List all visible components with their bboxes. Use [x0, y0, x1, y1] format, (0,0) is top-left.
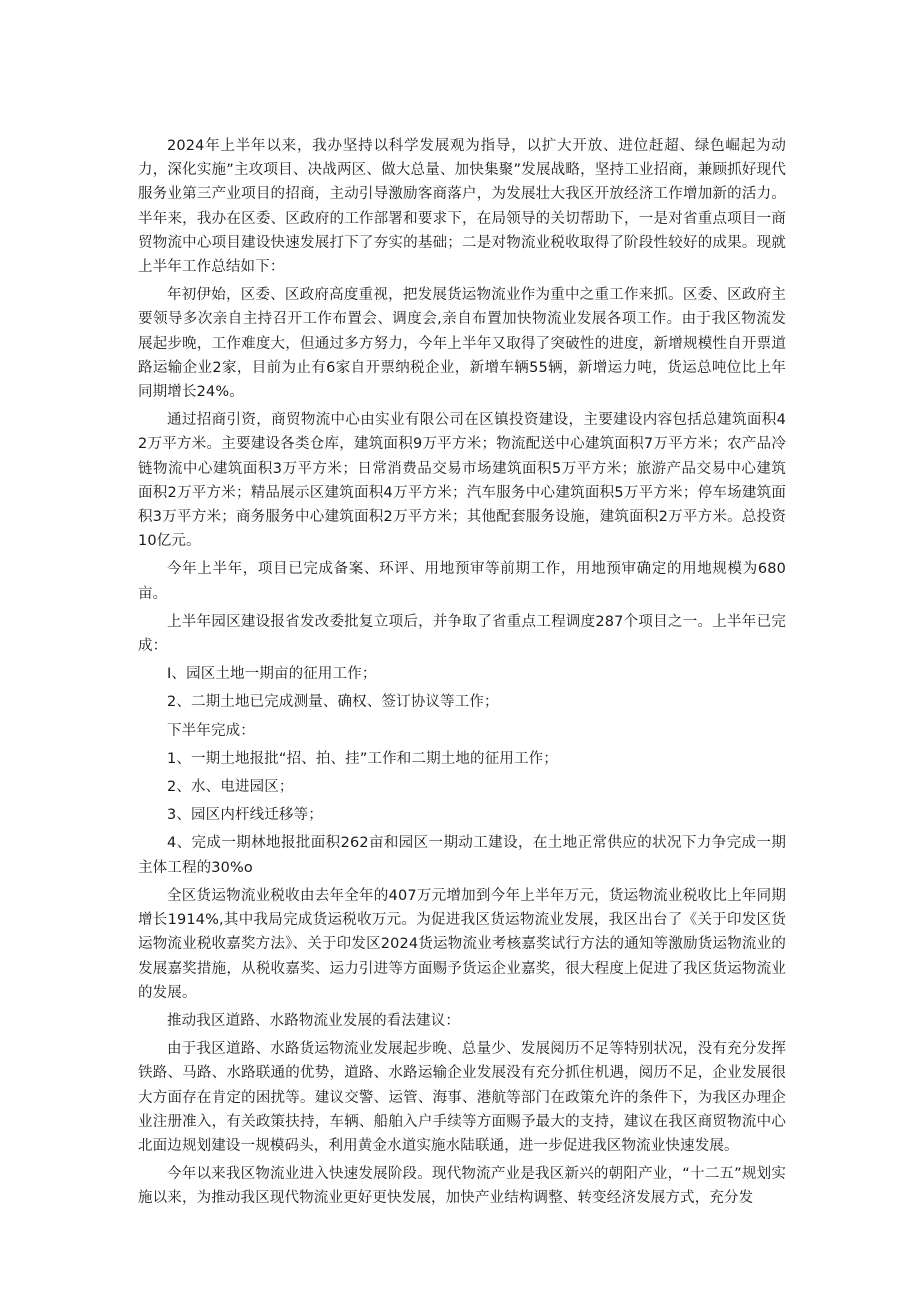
list-item-plan-1: 1、一期土地报批“招、拍、挂”工作和二期土地的征用工作； — [167, 750, 558, 767]
paragraph-tax-revenue: 全区货运物流业税收由去年全年的407万元增加到今年上半年万元，货运物流业税收比上年同期增长1914%,其中我局完成货运税收万元。为促进我区货运物流业发展，我区出台了《关于印发区货运物流业税收嘉奖方法》、关于印发区2024货运物流业考核嘉奖试行方法的通知等激励货运物流业的发展嘉奖措施，从税收嘉奖、运力引进等方面赐予货运企业嘉奖，很大程度上促进了我区货运物流业的发展。 — [138, 887, 786, 1001]
section-heading-suggestions: 推动我区道路、水路物流业发展的看法建议： — [167, 1012, 460, 1029]
list-item-completed-2: 2、二期土地已完成测量、确权、签订协议等工作； — [167, 694, 499, 711]
paragraph-investment: 通过招商引资，商贸物流中心由实业有限公司在区镇投资建设，主要建设内容包括总建筑面积42万平方米。主要建设各类仓库，建筑面积9万平方米；物流配送中心建筑面积7万平方米；农产品冷链物流中心建筑面积3万平方米；日常消费品交易市场建筑面积5万平方米；旅游产品交易中心建筑面积2万平方米；精品展示区建筑面积4万平方米；汽车服务中心建筑面积5万平方米；停车场建筑面积3万平方米；商务服务中心建筑面积2万平方米；其他配套服务设施，建筑面积2万平方米。总投资10亿元。 — [138, 412, 786, 550]
paragraph-rapid-development: 今年以来我区物流业进入快速发展阶段。现代物流产业是我区新兴的朝阳产业，“十二五”规划实施以来，为推动我区现代物流业更好更快发展，加快产业结构调整、转变经济发展方式，充分发 — [138, 1166, 786, 1207]
paragraph-leadership: 年初伊始，区委、区政府高度重视，把发展货运物流业作为重中之重工作来抓。区委、区政府主要领导多次亲自主持召开工作布置会、调度会,亲自布置加快物流业发展各项工作。由于我区物流发展起步晚，工作难度大，但通过多方努力，今年上半年又取得了突破性的进度，新增规模性自开票道路运输企业2家，目前为止有6家自开票纳税企业，新增车辆55辆，新增运力吨，货运总吨位比上年同期增长24%。 — [138, 287, 786, 401]
list-item-plan-2: 2、水、电进园区； — [167, 779, 294, 796]
paragraph-preliminary-work: 今年上半年，项目已完成备案、环评、用地预审等前期工作，用地预审确定的用地规模为680亩。 — [138, 561, 786, 602]
list-item-plan-4: 4、完成一期林地报批面积262亩和园区一期动工建设，在土地正常供应的状况下力争完成一期主体工程的30%o — [138, 835, 786, 876]
list-item-plan-3: 3、园区内杆线迁移等； — [167, 807, 323, 824]
paragraph-suggestions: 由于我区道路、水路货运物流业发展起步晚、总量少、发展阅历不足等特别状况，没有充分发挥铁路、马路、水路联通的优势，道路、水路运输企业发展没有充分抓住机遇，阅历不足，企业发展很大方面存在肯定的困扰等。建议交警、运管、海事、港航等部门在政策允许的条件下，为我区办理企业注册准入，有关政策扶持，车辆、船舶入户手续等方面赐予最大的支持，建议在我区商贸物流中心北面边规划建设一规模码头，利用黄金水道实施水陆联通，进一步促进我区物流业快速发展。 — [138, 1041, 786, 1154]
document-body — [138, 134, 786, 1211]
list-item-completed-1: I、园区土地一期亩的征用工作； — [167, 666, 377, 683]
section-heading-second-half: 下半年完成： — [167, 722, 255, 739]
paragraph-park-approval: 上半年园区建设报省发改委批复立项后，并争取了省重点工程调度287个项目之一。上半年已完成： — [138, 613, 786, 655]
paragraph-intro: 2024年上半年以来，我办坚持以科学发展观为指导，以扩大开放、进位赶超、绿色崛起为动力，深化实施”主攻项目、决战两区、做大总量、加快集聚”发展战略，坚持工业招商，兼顾抓好现代服务业第三产业项目的招商，主动引导激励客商落户，为发展壮大我区开放经济工作增加新的活力。半年来，我办在区委、区政府的工作部署和要求下，在局领导的关切帮助下，一是对省重点项目一商贸物流中心项目建设快速发展打下了夯实的基础；二是对物流业税收取得了阶段性较好的成果。现就上半年工作总结如下： — [138, 138, 786, 276]
